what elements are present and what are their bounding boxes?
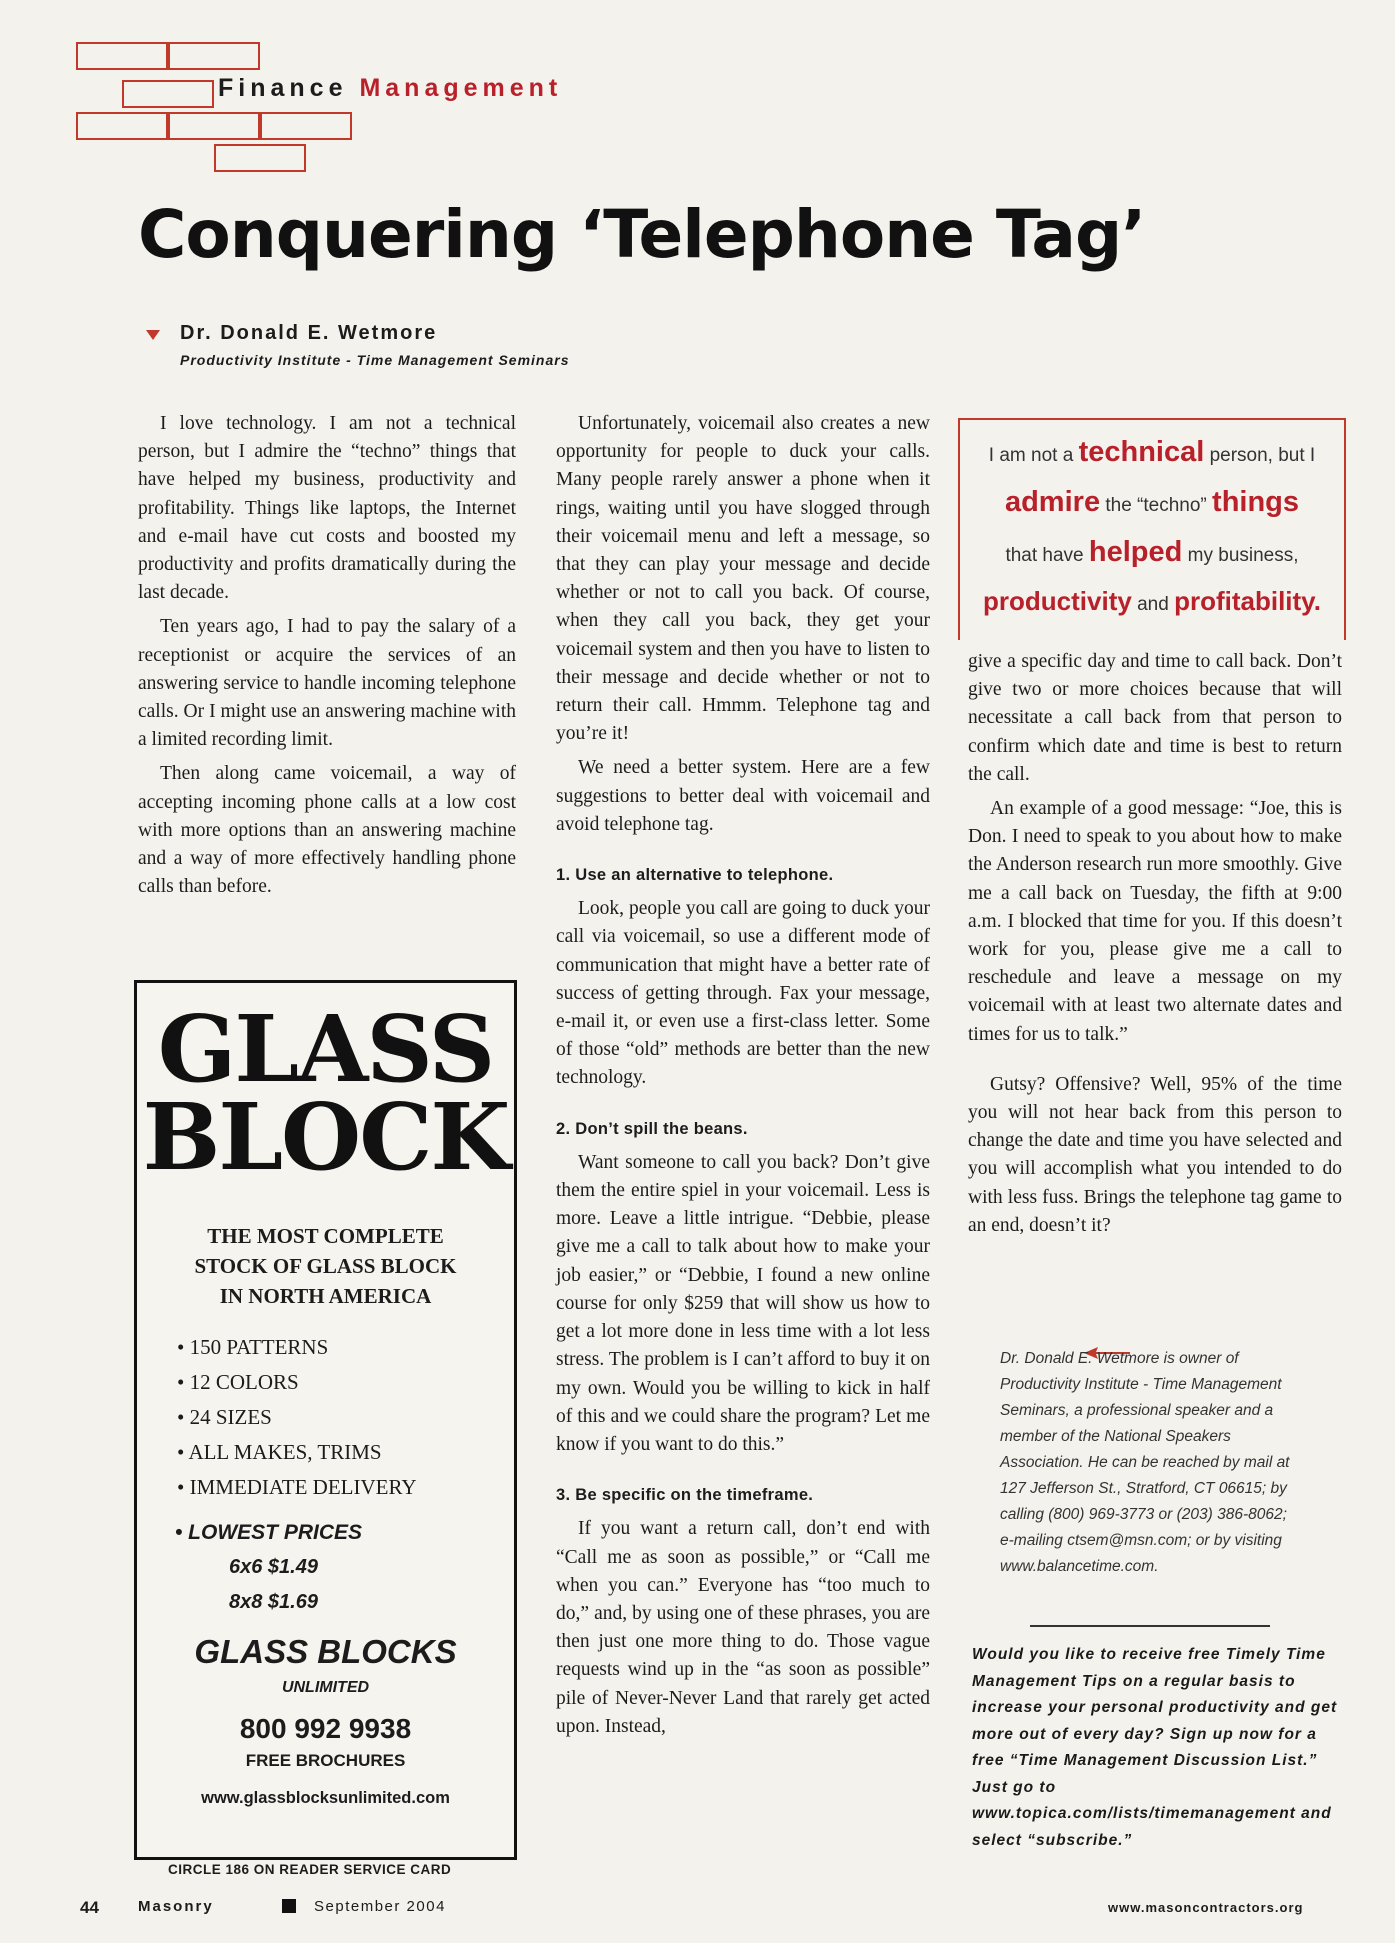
brick-shape xyxy=(168,112,260,140)
footer-website[interactable]: www.masoncontractors.org xyxy=(1108,1900,1304,1915)
article-column-3 xyxy=(968,648,1342,1246)
brick-shape xyxy=(76,112,168,140)
tip-heading-1: 1. Use an alternative to telephone. xyxy=(556,866,834,885)
ad-feature-item: • 150 PATTERNS xyxy=(177,1335,329,1359)
pull-quote-line: admire the “techno” things xyxy=(1004,486,1300,518)
article-title: Conquering ‘Telephone Tag’ xyxy=(138,196,1146,273)
ad-free-brochures: FREE BROCHURES xyxy=(245,1751,406,1770)
ad-price-6x6: 6x6 $1.49 xyxy=(229,1556,318,1578)
reader-service-note: CIRCLE 186 ON READER SERVICE CARD xyxy=(168,1862,452,1877)
section-label-management: Management xyxy=(359,74,563,102)
ad-subhead: IN NORTH AMERICA xyxy=(219,1284,432,1308)
paragraph: We need a better system. Here are a few suggestions to better deal with voicemail and avoid telephone tag. xyxy=(556,757,930,835)
ad-feature-item: • ALL MAKES, TRIMS xyxy=(177,1440,382,1464)
brick-shape xyxy=(260,112,352,140)
author-affiliation: Productivity Institute - Time Management Seminars xyxy=(180,352,570,368)
ad-lowest-prices: • LOWEST PRICES xyxy=(175,1521,363,1544)
brick-shape xyxy=(168,42,260,70)
pull-quote-line: that have helped my business, xyxy=(1005,536,1299,568)
paragraph: Look, people you call are going to duck your call via voicemail, so use a different mode of communication that might have a better rate of success of getting through. Fax your message, e-mail it, or even use a first-class letter. Some of those “old” methods are better than the new technology. xyxy=(556,898,930,1089)
ad-feature-item: • IMMEDIATE DELIVERY xyxy=(177,1475,417,1499)
ad-company-sub: UNLIMITED xyxy=(281,1679,370,1696)
author-arrow-icon xyxy=(146,330,160,340)
paragraph: Then along came voicemail, a way of accepting incoming phone calls at a low cost with more options than an answering machine and a way of more effectively handling phone calls than before. xyxy=(138,763,516,898)
section-label xyxy=(218,74,562,103)
ad-website-link[interactable]: www.glassblocksunlimited.com xyxy=(201,1789,450,1807)
paragraph: I love technology. I am not a technical person, but I admire the “techno” things that have helped my business, productivity and profitability. Things like laptops, the Internet and e-mail have cut costs and boosted my productivity and profits dramatically during the last decade. xyxy=(138,413,516,604)
paragraph: Want someone to call you back? Don’t give them the entire spiel in your voicemail. Less is more. Leave a little intrigue. “Debbie, please give me a call to talk about how to make your job easier,” or “Debbie, I found a new online course for only $259 that will show us how to get a lot more done in less time with a lot less stress. The problem is I can’t afford to buy it on my own. Would you be willing to kick in half of this and we could share the program? Let me know if you want to do this.” xyxy=(556,1151,930,1455)
glass-block-advertisement[interactable] xyxy=(134,980,517,1860)
brick-shape xyxy=(76,42,168,70)
ad-feature-item: • 24 SIZES xyxy=(177,1405,272,1429)
paragraph: Unfortunately, voicemail also creates a new opportunity for people to duck your calls. Many people rarely answer a phone when it rings, waiting until you have slogged through their voicemail menu and left a message, so that they can play your message and decide whether or not to call you back. Of course, when they call you back, they get your voicemail system and then you have to listen to their message and decide whether or not to return their call. Hmmm. Telephone tag and you’re it! xyxy=(556,413,930,745)
tip-heading-3: 3. Be specific on the timeframe. xyxy=(556,1486,814,1505)
author-bio: Dr. Donald E. Wetmore is owner of Productivity Institute - Time Management Seminars, a professional speaker and a member of the National Speakers Association. He can be reached by mail at 127 Jefferson St., Stratford, CT 06615; by calling (800) 969-3773 or (203) 386-8062; e-mailing ctsem@msn.com; or by visiting www.balancetime.com. xyxy=(1000,1350,1290,1575)
ad-phone-number[interactable]: 800 992 9938 xyxy=(239,1713,412,1744)
pull-quote-line: productivity and profitability. xyxy=(983,586,1321,616)
paragraph: give a specific day and time to call back. Don’t give two or more choices because that will necessitate a call back from that person to confirm which date and time is best to return the call. xyxy=(968,651,1342,785)
paragraph: Gutsy? Offensive? Well, 95% of the time you will not hear back from this person to change the date and time you have selected and you will accomplish what you intended to do with less fuss. Brings the telephone tag game to an end, doesn’t it? xyxy=(968,1073,1342,1236)
section-label-finance: Finance xyxy=(218,74,348,102)
ad-company-name: GLASS BLOCKS xyxy=(194,1633,457,1670)
ad-feature-item: • 12 COLORS xyxy=(177,1370,299,1394)
magazine-name: Masonry xyxy=(138,1898,214,1915)
ad-price-8x8: 8x8 $1.69 xyxy=(229,1591,318,1613)
footer-square-icon xyxy=(282,1899,296,1913)
ad-subhead: STOCK OF GLASS BLOCK xyxy=(194,1254,457,1278)
page-number: 44 xyxy=(80,1898,99,1917)
paragraph: If you want a return call, don’t end with “Call me as soon as possible,” or “Call me when you can.” Everyone has “too much to do,” and, by using one of these phrases, you are then just one more thing to do. Those vague requests wind up in the “as soon as possible” pile of Never-Never Land that rarely get acted upon. Instead, xyxy=(556,1518,930,1737)
newsletter-promo: Would you like to receive free Timely Time Management Tips on a regular basis to increase your personal productivity and get more out of every day? Sign up now for a free “Time Management Discussion List.” Just go to www.topica.com/lists/timemanagement and select “subscribe.” xyxy=(972,1646,1338,1849)
article-column-1 xyxy=(138,410,516,907)
issue-date: September 2004 xyxy=(314,1898,446,1915)
article-column-2 xyxy=(556,410,930,1747)
ad-subhead: THE MOST COMPLETE xyxy=(207,1224,444,1248)
brick-shape xyxy=(122,80,214,108)
divider xyxy=(1030,1625,1270,1627)
brick-shape xyxy=(214,144,306,172)
paragraph: An example of a good message: “Joe, this is Don. I need to speak to you about how to make the Anderson research run more smoothly. Give me a call back on Tuesday, the fifth at 9:00 a.m. I blocked that time for you. If this doesn’t work for you, please give me a call to reschedule and leave a message on my voicemail with at least two alternate dates and times for us to talk.” xyxy=(968,798,1342,1045)
ad-headline-glass: GLASS xyxy=(157,995,494,1103)
paragraph: Ten years ago, I had to pay the salary of a receptionist or acquire the services of an answering service to handle incoming telephone calls. Or I might use an answering machine with a limited recording limit. xyxy=(138,616,516,751)
tip-heading-2: 2. Don’t spill the beans. xyxy=(556,1119,748,1138)
author-name: Dr. Donald E. Wetmore xyxy=(180,322,438,344)
pull-quote-line: I am not a technical person, but I xyxy=(988,436,1316,468)
ad-headline-block: BLOCK xyxy=(142,1083,509,1191)
pull-quote xyxy=(958,418,1346,640)
